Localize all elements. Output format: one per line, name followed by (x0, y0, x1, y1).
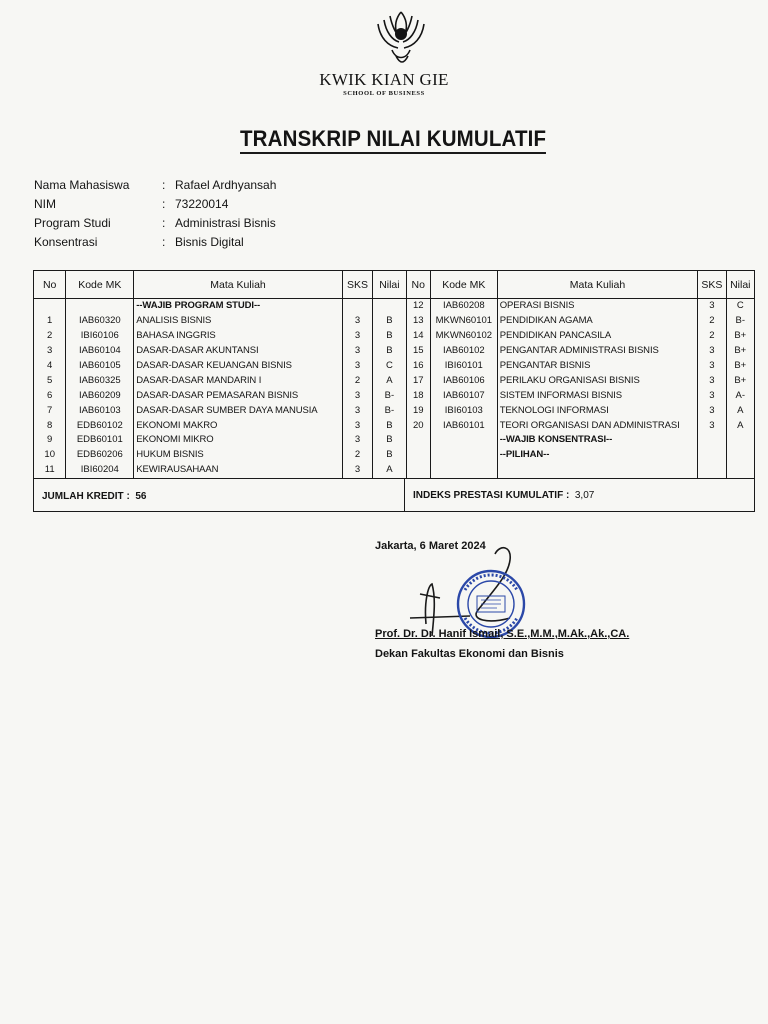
row-nilai-2: B+ (726, 344, 754, 359)
row-mata-kuliah: DASAR-DASAR KEUANGAN BISNIS (134, 359, 343, 374)
row-nilai-2: B+ (726, 373, 754, 388)
row-sks-2: 2 (698, 314, 726, 329)
nim-value: 73220014 (175, 197, 229, 211)
col-header-sks-2: SKS (698, 271, 726, 299)
col-header-no: No (34, 271, 66, 299)
row-sks: 3 (342, 314, 372, 329)
program-value: Administrasi Bisnis (175, 216, 276, 230)
total-credits (42, 491, 146, 502)
row-no: 7 (34, 403, 66, 418)
gpa (413, 490, 594, 501)
row-mata-kuliah: DASAR-DASAR PEMASARAN BISNIS (134, 388, 343, 403)
row-nilai: A (373, 373, 406, 388)
row-kode-2: IAB60208 (430, 299, 497, 314)
row-nilai-2 (726, 463, 754, 478)
table-row (34, 463, 755, 478)
row-no-2: 20 (406, 418, 430, 433)
col-header-no-2: No (406, 271, 430, 299)
row-kode: IAB60209 (66, 388, 134, 403)
row-no-2: 19 (406, 403, 430, 418)
row-sks-2: 3 (698, 418, 726, 433)
row-nilai: B (373, 418, 406, 433)
col-header-mata-kuliah: Mata Kuliah (134, 271, 343, 299)
row-kode: IAB60320 (66, 314, 134, 329)
row-nilai: B- (373, 388, 406, 403)
row-kode-2 (430, 463, 497, 478)
col-header-mata-kuliah-2: Mata Kuliah (497, 271, 698, 299)
table-row (34, 344, 755, 359)
row-kode: EDB60102 (66, 418, 134, 433)
row-no-2: 17 (406, 373, 430, 388)
row-mata-kuliah: KEWIRAUSAHAAN (134, 463, 343, 478)
row-nilai-2: B+ (726, 329, 754, 344)
nim-label: NIM (34, 197, 56, 211)
row-kode: IAB60105 (66, 359, 134, 374)
summary-divider (404, 479, 405, 511)
row-nilai-2 (726, 448, 754, 463)
table-row (34, 329, 755, 344)
garuda-logo-icon (370, 4, 432, 68)
row-kode: EDB60206 (66, 448, 134, 463)
row-no-2: 12 (406, 299, 430, 314)
colon: : (162, 216, 166, 230)
brand-name: KWIK KIAN GIE (319, 70, 449, 89)
row-mata-kuliah-2: SISTEM INFORMASI BISNIS (497, 388, 698, 403)
row-no: 9 (34, 433, 66, 448)
row-mata-kuliah: DASAR-DASAR MANDARIN I (134, 373, 343, 388)
row-no: 11 (34, 463, 66, 478)
row-nilai-2: B+ (726, 359, 754, 374)
row-mata-kuliah-2: TEKNOLOGI INFORMASI (497, 403, 698, 418)
row-kode: IAB60103 (66, 403, 134, 418)
row-mata-kuliah-2: TEORI ORGANISASI DAN ADMINISTRASI (497, 418, 698, 433)
row-mata-kuliah-2 (497, 463, 698, 478)
row-nilai: C (373, 359, 406, 374)
row-nilai-2: C (726, 299, 754, 314)
row-sks (342, 299, 372, 314)
row-sks: 3 (342, 359, 372, 374)
row-no: 8 (34, 418, 66, 433)
colon: : (162, 178, 166, 192)
row-kode-2: IAB60107 (430, 388, 497, 403)
row-nilai: B (373, 344, 406, 359)
row-no: 2 (34, 329, 66, 344)
program-label: Program Studi (34, 216, 111, 230)
page-title: TRANSKRIP NILAI KUMULATIF (240, 127, 546, 154)
row-mata-kuliah: DASAR-DASAR SUMBER DAYA MANUSIA (134, 403, 343, 418)
row-mata-kuliah: EKONOMI MIKRO (134, 433, 343, 448)
row-kode-2: IAB60106 (430, 373, 497, 388)
col-header-nilai: Nilai (373, 271, 406, 299)
konsentrasi-label: Konsentrasi (34, 235, 98, 249)
row-sks: 3 (342, 403, 372, 418)
table-row (34, 433, 755, 448)
row-sks: 3 (342, 463, 372, 478)
row-no: 1 (34, 314, 66, 329)
credits-value: 56 (135, 491, 147, 502)
row-mata-kuliah-2: --WAJIB KONSENTRASI-- (497, 433, 698, 448)
row-sks-2: 3 (698, 344, 726, 359)
table-row (34, 299, 755, 314)
row-no: 10 (34, 448, 66, 463)
row-nilai: B (373, 448, 406, 463)
row-mata-kuliah: DASAR-DASAR AKUNTANSI (134, 344, 343, 359)
row-sks: 2 (342, 448, 372, 463)
table-row (34, 388, 755, 403)
row-mata-kuliah-2: --PILIHAN-- (497, 448, 698, 463)
table-row (34, 373, 755, 388)
row-nilai-2: B- (726, 314, 754, 329)
row-no-2: 15 (406, 344, 430, 359)
row-sks: 3 (342, 433, 372, 448)
row-nilai: B (373, 329, 406, 344)
row-kode-2: MKWN60101 (430, 314, 497, 329)
gpa-label: INDEKS PRESTASI KUMULATIF : (413, 490, 570, 501)
row-no-2: 13 (406, 314, 430, 329)
name-value: Rafael Ardhyansah (175, 178, 277, 192)
colon: : (162, 197, 166, 211)
place-date: Jakarta, 6 Maret 2024 (375, 540, 486, 552)
row-kode: IBI60204 (66, 463, 134, 478)
grades-table (33, 270, 755, 479)
row-no-2: 18 (406, 388, 430, 403)
row-kode: IAB60325 (66, 373, 134, 388)
row-kode-2: IAB60101 (430, 418, 497, 433)
dean-name: Prof. Dr. Dr. Hanif Ismail, S.E.,M.M.,M.Ak.,Ak.,CA. (375, 628, 630, 640)
col-header-kode: Kode MK (66, 271, 134, 299)
row-kode-2 (430, 448, 497, 463)
row-sks-2: 3 (698, 359, 726, 374)
row-mata-kuliah: HUKUM BISNIS (134, 448, 343, 463)
row-kode-2: MKWN60102 (430, 329, 497, 344)
row-kode (66, 299, 134, 314)
row-kode-2: IBI60101 (430, 359, 497, 374)
brand-subtitle: SCHOOL OF BUSINESS (343, 90, 425, 97)
row-kode: IAB60104 (66, 344, 134, 359)
row-sks-2 (698, 433, 726, 448)
row-sks-2 (698, 448, 726, 463)
table-header-row (34, 271, 755, 299)
row-nilai-2: A (726, 403, 754, 418)
row-sks: 2 (342, 373, 372, 388)
table-row (34, 448, 755, 463)
row-mata-kuliah-2: PENDIDIKAN AGAMA (497, 314, 698, 329)
row-sks: 3 (342, 388, 372, 403)
row-nilai (373, 299, 406, 314)
row-mata-kuliah-2: PENGANTAR BISNIS (497, 359, 698, 374)
table-row (34, 314, 755, 329)
row-no-2: 16 (406, 359, 430, 374)
dean-role: Dekan Fakultas Ekonomi dan Bisnis (375, 648, 564, 660)
row-kode-2: IAB60102 (430, 344, 497, 359)
row-mata-kuliah-2: PENGANTAR ADMINISTRASI BISNIS (497, 344, 698, 359)
row-kode-2: IBI60103 (430, 403, 497, 418)
row-nilai: B- (373, 403, 406, 418)
summary-box (33, 479, 755, 512)
row-sks-2: 3 (698, 373, 726, 388)
row-sks: 3 (342, 344, 372, 359)
row-no-2: 14 (406, 329, 430, 344)
row-mata-kuliah-2: OPERASI BISNIS (497, 299, 698, 314)
row-mata-kuliah: ANALISIS BISNIS (134, 314, 343, 329)
col-header-sks: SKS (342, 271, 372, 299)
row-no: 6 (34, 388, 66, 403)
konsentrasi-value: Bisnis Digital (175, 235, 244, 249)
row-no-2 (406, 463, 430, 478)
row-mata-kuliah-2: PENDIDIKAN PANCASILA (497, 329, 698, 344)
row-no-2 (406, 433, 430, 448)
row-sks-2: 3 (698, 388, 726, 403)
row-sks: 3 (342, 329, 372, 344)
row-sks-2: 3 (698, 299, 726, 314)
row-no-2 (406, 448, 430, 463)
table-row (34, 403, 755, 418)
row-nilai-2 (726, 433, 754, 448)
table-row (34, 359, 755, 374)
row-sks-2: 2 (698, 329, 726, 344)
row-kode-2 (430, 433, 497, 448)
row-mata-kuliah: BAHASA INGGRIS (134, 329, 343, 344)
row-no: 4 (34, 359, 66, 374)
col-header-nilai-2: Nilai (726, 271, 754, 299)
row-nilai-2: A (726, 418, 754, 433)
row-sks-2: 3 (698, 403, 726, 418)
row-mata-kuliah-2: PERILAKU ORGANISASI BISNIS (497, 373, 698, 388)
row-no: 3 (34, 344, 66, 359)
row-kode: IBI60106 (66, 329, 134, 344)
row-nilai-2: A- (726, 388, 754, 403)
row-kode: EDB60101 (66, 433, 134, 448)
row-no: 5 (34, 373, 66, 388)
row-mata-kuliah: EKONOMI MAKRO (134, 418, 343, 433)
gpa-value: 3,07 (574, 490, 595, 501)
row-sks-2 (698, 463, 726, 478)
row-nilai: B (373, 433, 406, 448)
col-header-kode-2: Kode MK (430, 271, 497, 299)
row-no (34, 299, 66, 314)
row-nilai: A (373, 463, 406, 478)
row-mata-kuliah: --WAJIB PROGRAM STUDI-- (134, 299, 343, 314)
colon: : (162, 235, 166, 249)
row-nilai: B (373, 314, 406, 329)
credits-label: JUMLAH KREDIT : (42, 491, 130, 502)
table-row (34, 418, 755, 433)
row-sks: 3 (342, 418, 372, 433)
name-label: Nama Mahasiswa (34, 178, 130, 192)
